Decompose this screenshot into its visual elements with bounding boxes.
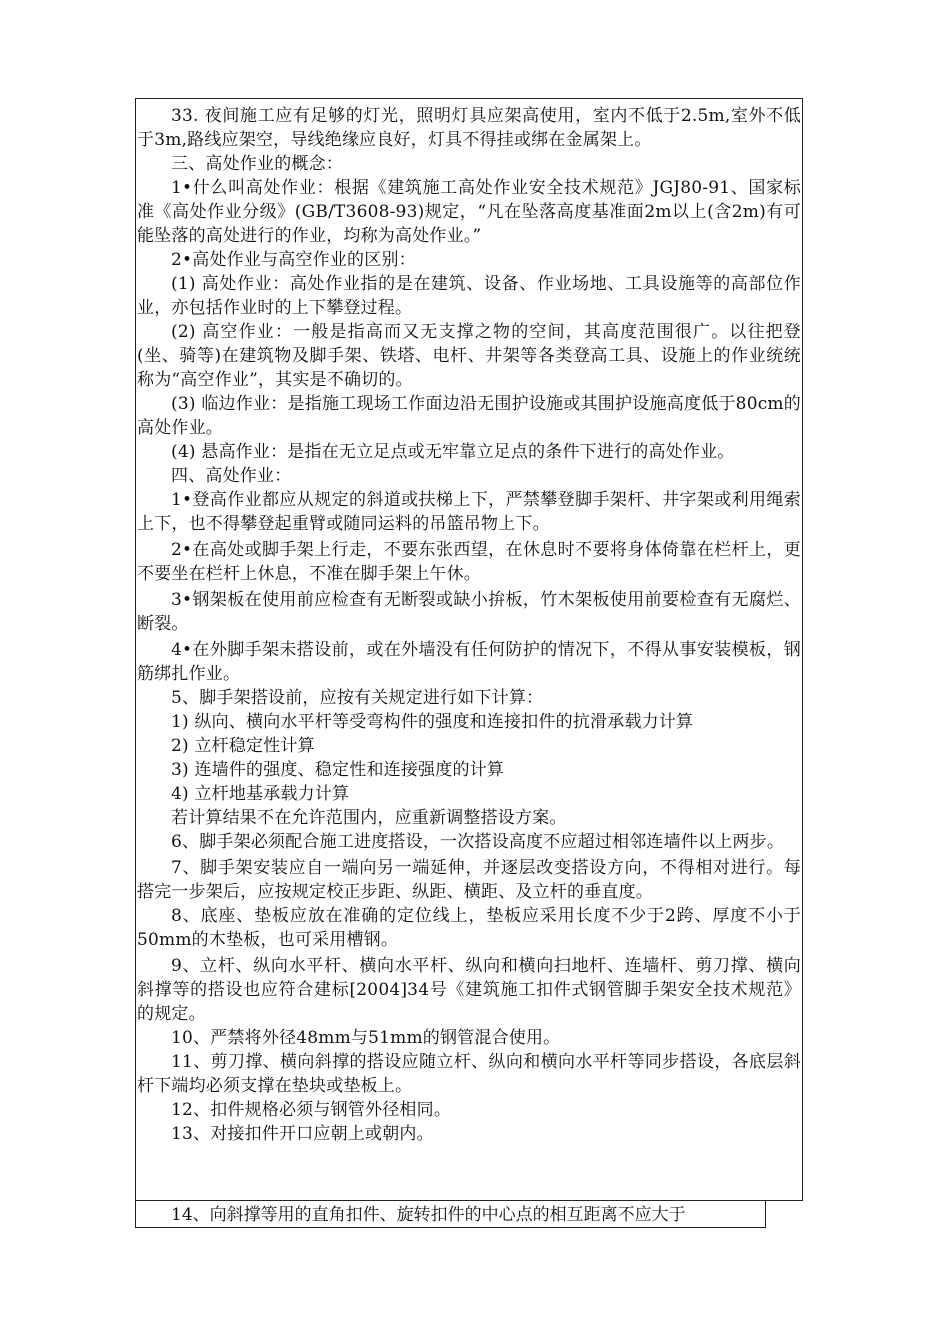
list-item-calc-1: 1) 纵向、横向水平杆等受弯构件的强度和连接扣件的抗滑承载力计算 [171, 712, 694, 732]
list-item-calc-4: 4) 立杆地基承载力计算 [171, 784, 350, 804]
paragraph-suspended-work: (4) 悬高作业：是指在无立足点或无牢靠立足点的条件下进行的高处作业。 [171, 442, 735, 462]
paragraph-rule-2: 2•在高处或脚手架上行走，不要东张西望，在休息时不要将身体倚靠在栏杆上，更不要坐在栏杆上休息，不准在脚手架上午休。 [137, 540, 801, 584]
list-item-calc-3: 3) 连墙件的强度、稳定性和连接强度的计算 [171, 760, 505, 780]
paragraph-rule-14-partial: 14、向斜撑等用的直角扣件、旋转扣件的中心点的相互距离不应大于 [171, 1205, 686, 1225]
paragraph-rule-13: 13、对接扣件开口应朝上或朝内。 [171, 1124, 434, 1144]
paragraph-rule-12: 12、扣件规格必须与钢管外径相同。 [171, 1100, 452, 1120]
paragraph-rule-3: 3•钢架板在使用前应检查有无断裂或缺小拚板，竹木架板使用前要检查有无腐烂、断裂。 [137, 590, 801, 634]
paragraph-rule-9: 9、立杆、纵向水平杆、横向水平杆、纵向和横向扫地杆、连墙杆、剪刀撑、横向斜撑等的搭设也应符合建标[2004]34号《建筑施工扣件式钢管脚手架安全技术规范》的规定。 [137, 956, 801, 1024]
paragraph-33-lighting: 33. 夜间施工应有足够的灯光，照明灯具应架高使用，室内不低于2.5m,室外不低于3m,路线应架空，导线绝缘应良好，灯具不得挂或绑在金属架上。 [137, 106, 801, 150]
paragraph-edge-work: (3) 临边作业：是指施工现场工作面边沿无围护设施或其围护设施高度低于80cm的高处作业。 [137, 394, 801, 438]
paragraph-rule-11: 11、剪刀撑、横向斜撑的搭设应随立杆、纵向和横向水平杆等同步搭设，各底层斜杆下端均必须支撑在垫块或垫板上。 [137, 1052, 801, 1096]
paragraph-aerial-work: (2) 高空作业：一般是指高而又无支撑之物的空间，其高度范围很广。以往把登(坐、骑等)在建筑物及脚手架、铁塔、电杆、井架等各类登高工具、设施上的作业统统称为“高空作业”，其实是不确切的。 [137, 322, 801, 390]
paragraph-rule-5: 5、脚手架搭设前，应按有关规定进行如下计算： [171, 688, 544, 708]
heading-section-3: 三、高处作业的概念： [171, 154, 343, 174]
heading-section-4: 四、高处作业： [171, 466, 292, 486]
paragraph-recalc: 若计算结果不在允许范围内，应重新调整搭设方案。 [171, 808, 567, 828]
paragraph-rule-1: 1•登高作业都应从规定的斜道或扶梯上下，严禁攀登脚手架杆、井字架或利用绳索上下，也不得攀登起重臂或随同运料的吊篮吊物上下。 [137, 490, 801, 534]
paragraph-difference-title: 2•高处作业与高空作业的区别： [171, 250, 416, 270]
paragraph-rule-4: 4•在外脚手架未搭设前，或在外墙没有任何防护的情况下，不得从事安装模板，钢筋绑扎作业。 [137, 640, 801, 684]
document-body [137, 104, 801, 1146]
paragraph-rule-8: 8、底座、垫板应放在准确的定位线上，垫板应采用长度不少于2跨、厚度不小于50mm的木垫板，也可采用槽钢。 [137, 906, 801, 950]
paragraph-rule-10: 10、严禁将外径48mm与51mm的钢管混合使用。 [171, 1028, 561, 1048]
paragraph-definition: 1•什么叫高处作业：根据《建筑施工高处作业安全技术规范》JGJ80-91、国家标准《高处作业分级》(GB/T3608-93)规定，“凡在坠落高度基准面2m以上(含2m)有可能坠落的高处进行的作业，均称为高处作业。” [137, 178, 801, 246]
list-item-calc-2: 2) 立杆稳定性计算 [171, 736, 315, 756]
paragraph-rule-6: 6、脚手架必须配合施工进度搭设，一次搭设高度不应超过相邻连墙件以上两步。 [171, 832, 785, 852]
paragraph-rule-7: 7、脚手架安装应自一端向另一端延伸，并逐层改变搭设方向，不得相对进行。每搭完一步架后，应按规定校正步距、纵距、横距、及立杆的垂直度。 [137, 858, 801, 902]
paragraph-high-work: (1) 高处作业：高处作业指的是在建筑、设备、作业场地、工具设施等的高部位作业，亦包括作业时的上下攀登过程。 [137, 274, 801, 318]
